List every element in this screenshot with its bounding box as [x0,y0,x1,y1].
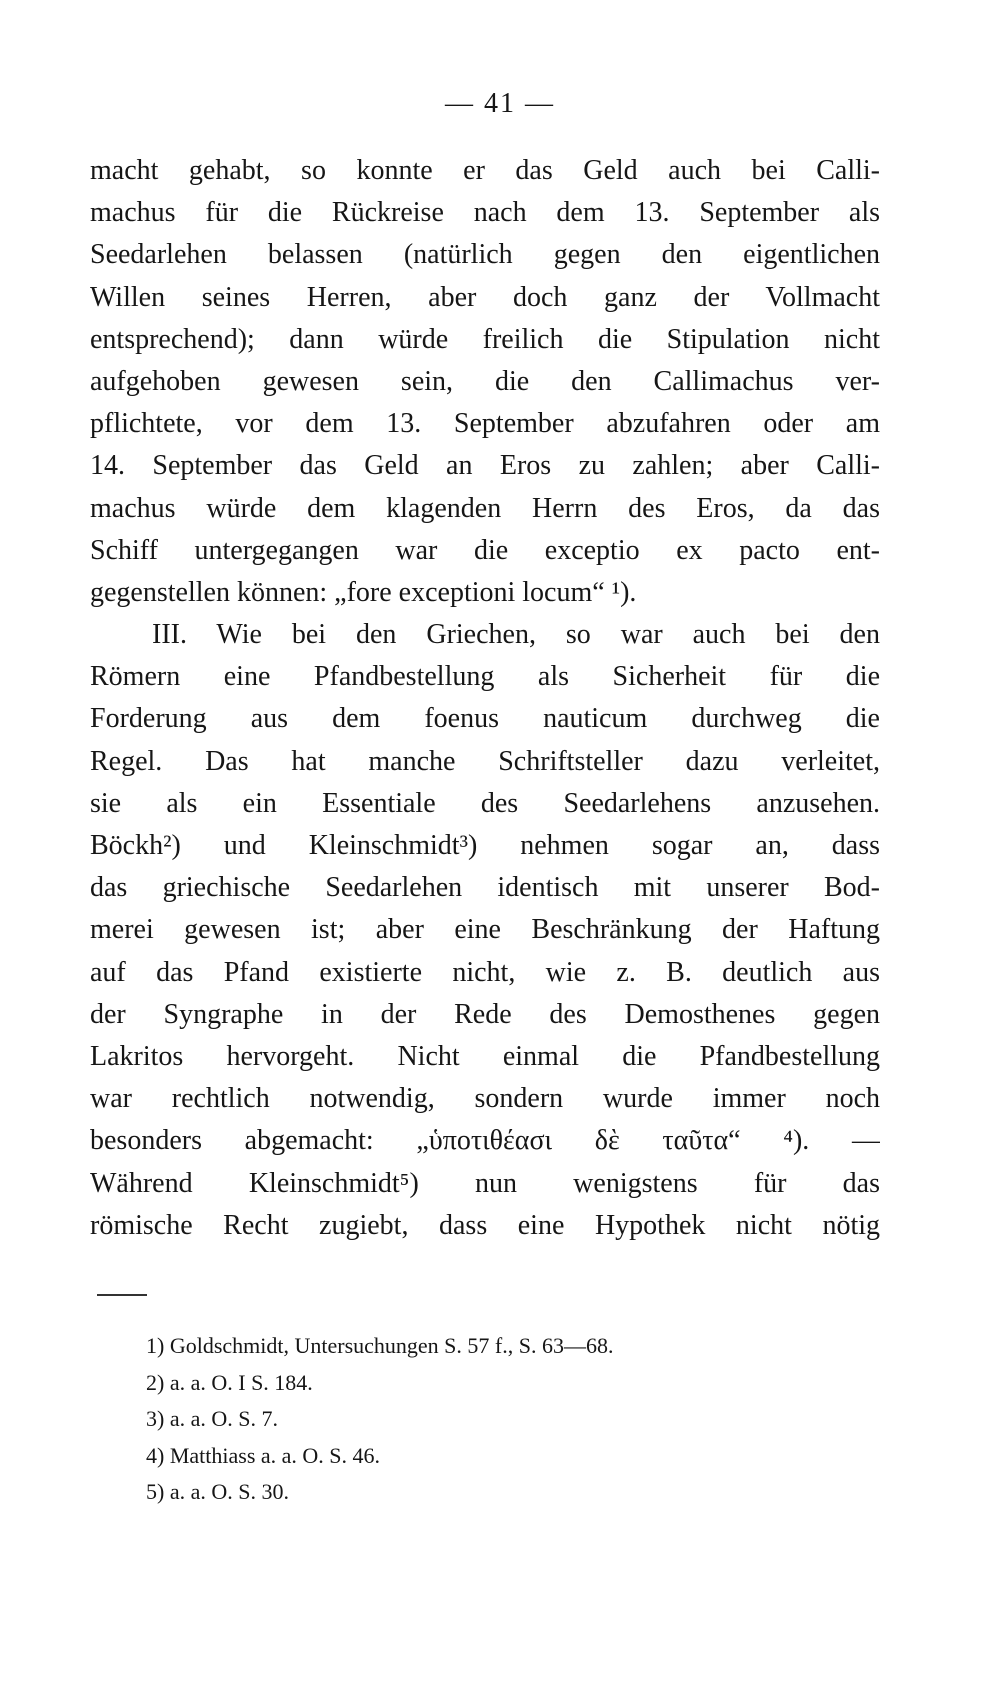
page-number: — 41 — [445,88,555,119]
text-line: das griechische Seedarlehen identisch mit unserer Bod- [90,872,880,904]
text-line: macht gehabt, so konnte er das Geld auch bei Calli- [90,155,880,186]
text-line: Römern eine Pfandbestellung als Sicherheit für die [90,661,880,693]
footnote: 3) a. a. O. S. 7. [146,1406,278,1431]
footnote: 5) a. a. O. S. 30. [146,1479,289,1504]
text-line: machus würde dem klagenden Herrn des Eros, da das [90,492,880,524]
text-line: Regel. Das hat manche Schriftsteller dazu verleitet, [90,745,880,777]
text-line: entsprechend); dann würde freilich die Stipulation nicht [90,323,880,355]
footnote: 2) a. a. O. I S. 184. [146,1369,313,1395]
footnote-divider [97,1294,147,1296]
footnotes [146,1328,846,1511]
text-line: 14. September das Geld an Eros zu zahlen; aber Calli- [90,450,880,482]
footnote: 1) Goldschmidt, Untersuchungen S. 57 f., S. 63—68. [146,1333,614,1358]
text-line: Seedarlehen belassen (natürlich gegen den eigentlichen [90,239,880,271]
text-line: merei gewesen ist; aber eine Beschränkung der Haftung [90,914,880,946]
body-text [90,150,880,1247]
text-line: auf das Pfand existierte nicht, wie z. B. deutlich aus [90,956,880,988]
text-line: Lakritos hervorgeht. Nicht einmal die Pfandbestellung [90,1040,880,1072]
text-line: machus für die Rückreise nach dem 13. September als [90,197,880,229]
text-line: Während Kleinschmidt⁵) nun wenigstens für das [90,1167,880,1199]
text-line: war rechtlich notwendig, sondern wurde immer noch [90,1083,880,1115]
text-line: pflichtete, vor dem 13. September abzufahren oder am [90,408,880,440]
text-line: gegenstellen können: „fore exceptioni locum“ ¹). [90,576,637,608]
footnote: 4) Matthiass a. a. O. S. 46. [146,1442,381,1468]
text-line: der Syngraphe in der Rede des Demosthenes gegen [90,998,880,1030]
text-line: Böckh²) und Kleinschmidt³) nehmen sogar an, dass [90,830,880,861]
text-line: III. Wie bei den Griechen, so war auch bei den [152,619,880,651]
text-line: Schiff untergegangen war die exceptio ex pacto ent- [90,534,880,566]
text-line: aufgehoben gewesen sein, die den Callimachus ver- [90,365,880,397]
text-line: besonders abgemacht: „ὑποτιθέασι δὲ ταῦτα“ ⁴). — [90,1125,880,1157]
text-line: Forderung aus dem foenus nauticum durchweg die [90,703,880,735]
text-line: römische Recht zugiebt, dass eine Hypothek nicht nötig [90,1209,880,1241]
text-line: sie als ein Essentiale des Seedarlehens anzusehen. [90,787,880,819]
text-line: Willen seines Herren, aber doch ganz der Vollmacht [90,281,880,313]
